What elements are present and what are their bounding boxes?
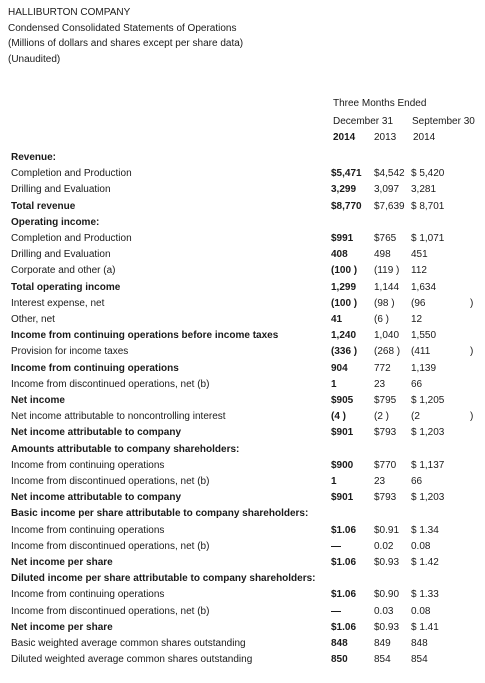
row-label: Diluted income per share attributable to company shareholders: <box>11 573 316 585</box>
value-dec-2014: 1,299 <box>331 281 357 293</box>
value-sep-2014: $ 1,203 <box>411 427 445 439</box>
value-dec-2013: (268 ) <box>374 346 401 358</box>
row-label: Income from continuing operations <box>11 459 165 471</box>
value-sep-2014: 1,550 <box>411 330 437 342</box>
row-label: Total operating income <box>11 281 121 293</box>
row-label: Income from discontinued operations, net (b) <box>11 378 210 390</box>
value-dec-2014: 904 <box>331 362 348 374</box>
table-row <box>0 620 485 636</box>
table-row <box>0 587 485 603</box>
row-label: Drilling and Evaluation <box>11 249 111 261</box>
value-dec-2014: 408 <box>331 249 348 261</box>
value-dec-2013: $0.93 <box>374 621 400 633</box>
row-label: Net income attributable to company <box>11 492 182 504</box>
section-header-row <box>0 506 485 522</box>
value-dec-2014: — <box>331 605 341 617</box>
row-label: Total revenue <box>11 200 76 212</box>
value-sep-2014: $ 5,420 <box>411 168 445 180</box>
value-dec-2014: $1.06 <box>331 557 357 568</box>
value-sep-2014: (96 <box>411 297 426 309</box>
year-2013-header: 2013 <box>374 132 397 143</box>
value-dec-2014: 41 <box>331 314 343 325</box>
value-dec-2013: 1,040 <box>374 330 400 342</box>
value-dec-2014: (4 ) <box>331 411 346 423</box>
value-sep-2014: 66 <box>411 476 423 487</box>
table-row <box>0 312 485 328</box>
value-sep-2014: 3,281 <box>411 184 437 196</box>
value-sep-2014: 0.08 <box>411 540 431 552</box>
table-row <box>0 263 485 279</box>
table-row <box>0 377 485 393</box>
table-row <box>0 474 485 490</box>
value-sep-2014: (411 <box>411 346 431 358</box>
row-label: Income from discontinued operations, net (b) <box>11 605 210 617</box>
value-dec-2014: $1.06 <box>331 524 357 536</box>
table-row <box>0 458 485 474</box>
table-row <box>0 604 485 620</box>
value-dec-2014: $901 <box>331 492 354 504</box>
value-dec-2013: 23 <box>374 378 386 390</box>
section-header-row <box>0 215 485 231</box>
row-label: Diluted weighted average common shares outstanding <box>11 654 253 666</box>
value-dec-2013: $0.93 <box>374 557 400 568</box>
row-label: Basic income per share attributable to company shareholders: <box>11 508 309 520</box>
value-dec-2014: $901 <box>331 427 354 439</box>
value-dec-2013: 772 <box>374 362 391 374</box>
value-sep-2014: 0.08 <box>411 605 431 617</box>
value-dec-2014: $1.06 <box>331 589 357 601</box>
units-note: (Millions of dollars and shares except per share data) <box>8 38 244 50</box>
value-sep-2014: $ 1.34 <box>411 524 439 536</box>
closing-paren: ) <box>470 346 474 358</box>
value-dec-2014: 848 <box>331 638 348 649</box>
table-row <box>0 361 485 377</box>
table-row <box>0 636 485 652</box>
value-sep-2014: 848 <box>411 638 428 649</box>
table-row <box>0 490 485 506</box>
value-sep-2014: $ 1,071 <box>411 233 445 244</box>
table-row <box>0 280 485 296</box>
value-dec-2013: (98 ) <box>374 297 395 309</box>
section-header-row <box>0 571 485 587</box>
value-sep-2014: $ 1.42 <box>411 557 439 568</box>
value-dec-2013: $7,639 <box>374 200 405 212</box>
value-dec-2014: 1 <box>331 476 337 487</box>
value-sep-2014: 451 <box>411 249 428 261</box>
row-label: Net income per share <box>11 621 113 633</box>
value-sep-2014: 112 <box>411 265 427 277</box>
value-dec-2014: 850 <box>331 654 348 666</box>
value-sep-2014: $ 1.41 <box>411 621 439 633</box>
table-row <box>0 344 485 360</box>
value-dec-2014: 1,240 <box>331 330 357 342</box>
value-sep-2014: $ 1,203 <box>411 492 445 504</box>
value-dec-2013: $795 <box>374 395 397 406</box>
row-label: Income from continuing operations <box>11 524 165 536</box>
value-dec-2013: $4,542 <box>374 168 405 180</box>
value-dec-2013: (119 ) <box>374 265 400 277</box>
value-dec-2013: $0.90 <box>374 589 400 601</box>
row-label: Income from continuing operations before income taxes <box>11 330 279 342</box>
table-row <box>0 166 485 182</box>
value-dec-2013: (6 ) <box>374 314 389 325</box>
value-sep-2014: $ 1.33 <box>411 589 439 601</box>
value-dec-2014: — <box>331 540 341 552</box>
value-dec-2014: $991 <box>331 233 354 244</box>
row-label: Completion and Production <box>11 168 132 180</box>
value-sep-2014: 66 <box>411 378 423 390</box>
row-label: Net income per share <box>11 557 113 568</box>
table-row <box>0 652 485 668</box>
row-label: Revenue: <box>11 152 57 163</box>
value-dec-2013: $765 <box>374 233 397 244</box>
value-dec-2013: 3,097 <box>374 184 400 196</box>
value-dec-2014: $905 <box>331 395 354 406</box>
value-dec-2013: 498 <box>374 249 391 261</box>
value-dec-2013: $793 <box>374 427 397 439</box>
september-header: September 30 <box>412 116 475 127</box>
value-dec-2014: (100 ) <box>331 265 358 277</box>
table-row <box>0 425 485 441</box>
value-dec-2013: (2 ) <box>374 411 389 423</box>
december-header: December 31 <box>333 116 394 127</box>
value-dec-2013: $0.91 <box>374 524 400 536</box>
value-dec-2014: 3,299 <box>331 184 357 196</box>
table-row <box>0 555 485 571</box>
value-dec-2013: 1,144 <box>374 281 400 293</box>
section-header-row <box>0 150 485 166</box>
table-row <box>0 539 485 555</box>
value-sep-2014: 1,139 <box>411 362 437 374</box>
value-sep-2014: 1,634 <box>411 281 437 293</box>
value-sep-2014: 12 <box>411 314 423 325</box>
value-dec-2013: 854 <box>374 654 391 666</box>
year-2014-dec-header: 2014 <box>333 132 356 143</box>
row-label: Income from continuing operations <box>11 362 179 374</box>
row-label: Basic weighted average common shares outstanding <box>11 638 246 649</box>
value-dec-2013: 849 <box>374 638 391 649</box>
row-label: Amounts attributable to company shareholders: <box>11 443 240 455</box>
closing-paren: ) <box>470 411 474 423</box>
value-dec-2014: $8,770 <box>331 200 362 212</box>
value-dec-2013: $793 <box>374 492 397 504</box>
row-label: Operating income: <box>11 216 100 228</box>
row-label: Provision for income taxes <box>11 346 129 358</box>
document-header <box>8 5 243 67</box>
value-dec-2013: 0.03 <box>374 605 394 617</box>
closing-paren: ) <box>470 297 474 309</box>
value-sep-2014: (2 <box>411 411 420 423</box>
row-label: Completion and Production <box>11 233 132 244</box>
value-dec-2014: $5,471 <box>331 168 362 180</box>
table-row <box>0 409 485 425</box>
row-label: Corporate and other (a) <box>11 265 116 277</box>
row-label: Other, net <box>11 314 55 325</box>
company-name: HALLIBURTON COMPANY <box>8 7 131 18</box>
period-header: Three Months Ended <box>333 98 427 109</box>
table-row <box>0 328 485 344</box>
value-sep-2014: $ 1,137 <box>411 459 445 471</box>
row-label: Income from discontinued operations, net (b) <box>11 476 210 487</box>
audit-note: (Unaudited) <box>8 53 61 65</box>
value-dec-2013: 0.02 <box>374 540 394 552</box>
value-sep-2014: 854 <box>411 654 428 666</box>
year-2014-sep-header: 2014 <box>413 132 436 143</box>
table-row <box>0 182 485 198</box>
value-dec-2014: $1.06 <box>331 621 357 633</box>
table-row <box>0 231 485 247</box>
row-label: Income from continuing operations <box>11 589 165 601</box>
table-row <box>0 296 485 312</box>
value-dec-2014: (336 ) <box>331 346 358 358</box>
row-label: Drilling and Evaluation <box>11 184 111 196</box>
statement-title: Condensed Consolidated Statements of Operations <box>8 22 237 34</box>
value-dec-2014: $900 <box>331 459 354 471</box>
value-dec-2013: 23 <box>374 476 386 487</box>
value-dec-2014: (100 ) <box>331 297 358 309</box>
table-row <box>0 199 485 215</box>
table-row <box>0 523 485 539</box>
row-label: Net income attributable to noncontrolling interest <box>11 411 226 423</box>
table-row <box>0 247 485 263</box>
value-dec-2013: $770 <box>374 459 397 471</box>
value-sep-2014: $ 1,205 <box>411 395 445 406</box>
value-dec-2014: 1 <box>331 378 337 390</box>
row-label: Interest expense, net <box>11 297 105 309</box>
table-row <box>0 393 485 409</box>
row-label: Net income <box>11 395 65 406</box>
row-label: Net income attributable to company <box>11 427 182 439</box>
section-header-row <box>0 442 485 458</box>
value-sep-2014: $ 8,701 <box>411 200 445 212</box>
row-label: Income from discontinued operations, net (b) <box>11 540 210 552</box>
